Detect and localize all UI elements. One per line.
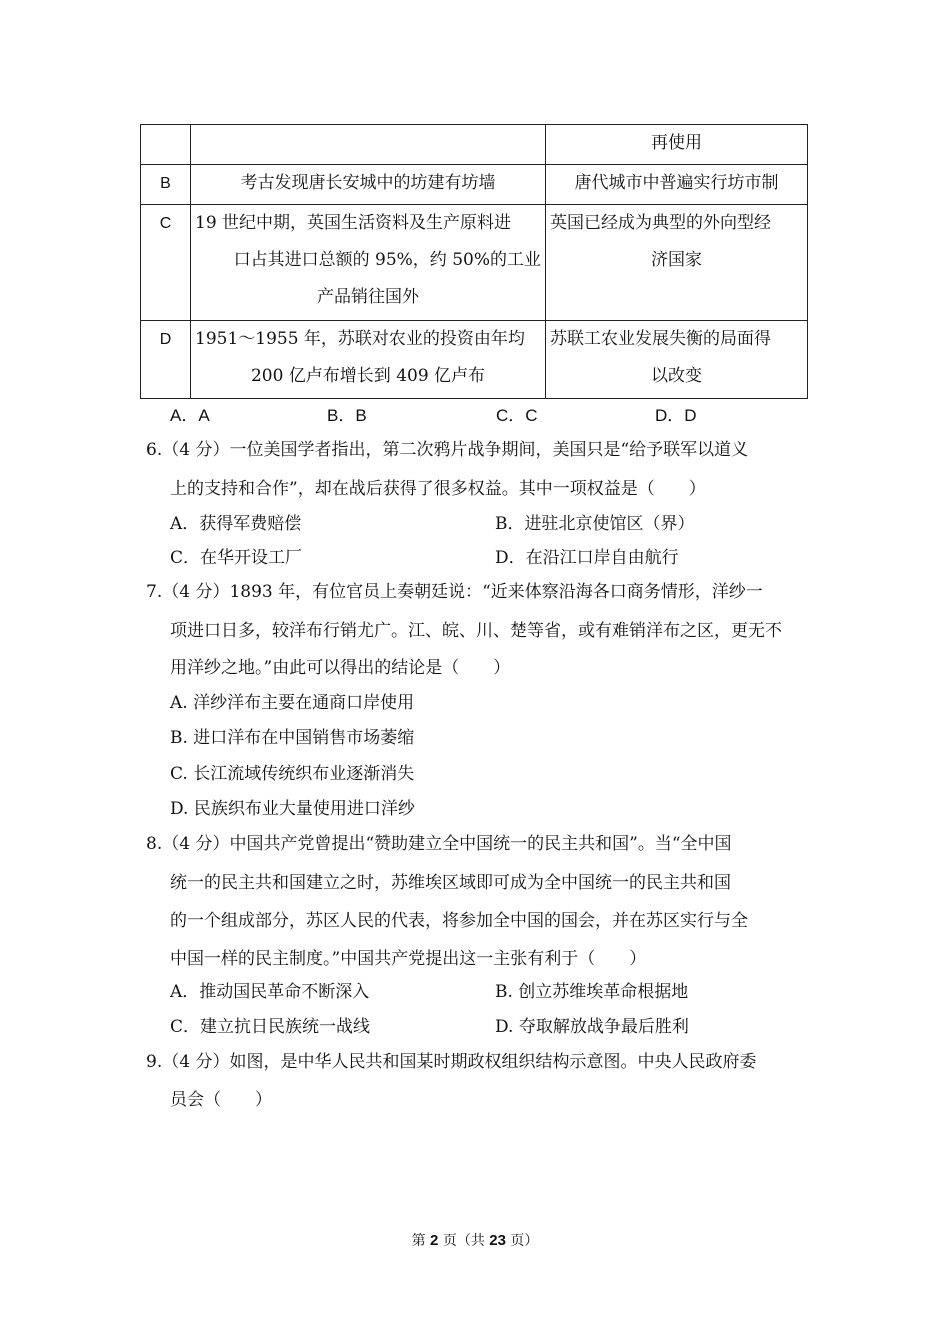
- q9-stem-line: 员会（ ）: [170, 1090, 272, 1110]
- q5-option-c[interactable]: C．C: [496, 406, 538, 425]
- q6-stem-line: 上的支持和合作”，却在战后获得了很多权益。其中一项权益是（ ）: [170, 479, 706, 499]
- q5-option-d[interactable]: D．D: [655, 406, 697, 425]
- q7-stem-line: 项进口日多，较洋布行销尤广。江、皖、川、楚等省，或有难销洋布之区，更无不: [170, 621, 782, 641]
- evidence-cell: [191, 125, 546, 165]
- table-row: [141, 321, 808, 399]
- row-label: B: [141, 165, 191, 205]
- q8-option-d[interactable]: D. 夺取解放战争最后胜利: [495, 1017, 689, 1037]
- evidence-line: 19 世纪中期，英国生活资料及生产原料进: [195, 213, 512, 233]
- q7-option-b[interactable]: B. 进口洋布在中国销售市场萎缩: [170, 728, 415, 748]
- conclusion-cell: [546, 165, 808, 205]
- footer-mid: 页（共: [442, 1233, 485, 1249]
- evidence-line: 200 亿卢布增长到 409 亿卢布: [250, 366, 486, 386]
- evidence-cell: [191, 165, 546, 205]
- q6-option-a[interactable]: A．获得军费赔偿: [170, 514, 302, 534]
- conclusion-line: 再使用: [651, 133, 702, 153]
- table-row: [141, 205, 808, 321]
- q8-stem-line: 8.（4 分）中国共产党曾提出“赞助建立全中国统一的民主共和国”。当“全中国: [146, 834, 732, 854]
- q7-option-a[interactable]: A. 洋纱洋布主要在通商口岸使用: [170, 693, 415, 713]
- footer-total-pages: 23: [489, 1232, 506, 1249]
- evidence-cell: [191, 321, 546, 399]
- conclusion-cell: [546, 321, 808, 399]
- evidence-line: 考古发现唐长安城中的坊建有坊墙: [240, 173, 496, 193]
- q8-stem-line: 的一个组成部分，苏区人民的代表，将参加全中国的国会，并在苏区实行与全: [170, 911, 748, 931]
- q7-option-c[interactable]: C. 长江流域传统织布业逐渐消失: [170, 764, 415, 784]
- page-footer: [0, 1230, 950, 1250]
- q6-option-c[interactable]: C．在华开设工厂: [170, 548, 303, 568]
- q9-stem-line: 9.（4 分）如图，是中华人民共和国某时期政权组织结构示意图。中央人民政府委: [146, 1052, 757, 1072]
- q8-option-a[interactable]: A．推动国民革命不断深入: [170, 982, 370, 1002]
- q7-option-d[interactable]: D. 民族织布业大量使用进口洋纱: [170, 799, 415, 819]
- q8-option-c[interactable]: C．建立抗日民族统一战线: [170, 1017, 371, 1037]
- q6-option-b[interactable]: B．进驻北京使馆区（界）: [495, 514, 695, 534]
- footer-prefix: 第: [411, 1233, 426, 1249]
- conclusion-line: 英国已经成为典型的外向型经: [550, 213, 771, 233]
- table-row: [141, 165, 808, 205]
- conclusion-line: 以改变: [651, 366, 702, 386]
- q5-option-b[interactable]: B．B: [327, 406, 367, 425]
- conclusion-line: 济国家: [651, 250, 702, 270]
- q6-stem-line: 6.（4 分）一位美国学者指出，第二次鸦片战争期间，美国只是“给予联军以道义: [146, 440, 749, 460]
- evidence-line: 口占其进口总额的 95%，约 50%的工业: [233, 250, 541, 270]
- row-label: C: [141, 205, 191, 321]
- footer-suffix: 页）: [510, 1233, 539, 1249]
- table-row: [141, 125, 808, 165]
- q5-option-a[interactable]: A．A: [170, 406, 210, 425]
- row-label: [141, 125, 191, 165]
- q8-stem-line: 中国一样的民主制度。”中国共产党提出这一主张有利于（ ）: [170, 949, 647, 969]
- q7-stem-line: 7.（4 分）1893 年，有位官员上奏朝廷说：“近来体察沿海各口商务情形，洋纱一: [146, 582, 763, 602]
- row-label: D: [141, 321, 191, 399]
- conclusion-cell: [546, 205, 808, 321]
- evidence-line: 产品销往国外: [317, 287, 419, 307]
- conclusion-line: 苏联工农业发展失衡的局面得: [550, 329, 771, 349]
- q8-option-b[interactable]: B. 创立苏维埃革命根据地: [495, 982, 689, 1002]
- evidence-line: 1951～1955 年，苏联对农业的投资由年均: [195, 329, 525, 349]
- conclusion-line: 唐代城市中普遍实行坊市制: [574, 173, 779, 193]
- comparison-table: [140, 124, 808, 399]
- q6-option-d[interactable]: D．在沿江口岸自由航行: [495, 548, 679, 568]
- evidence-cell: [191, 205, 546, 321]
- q8-stem-line: 统一的民主共和国建立之时，苏维埃区域即可成为全中国统一的民主共和国: [170, 873, 731, 893]
- footer-page-number: 2: [430, 1232, 439, 1249]
- conclusion-cell: [546, 125, 808, 165]
- q7-stem-line: 用洋纱之地。”由此可以得出的结论是（ ）: [170, 658, 511, 678]
